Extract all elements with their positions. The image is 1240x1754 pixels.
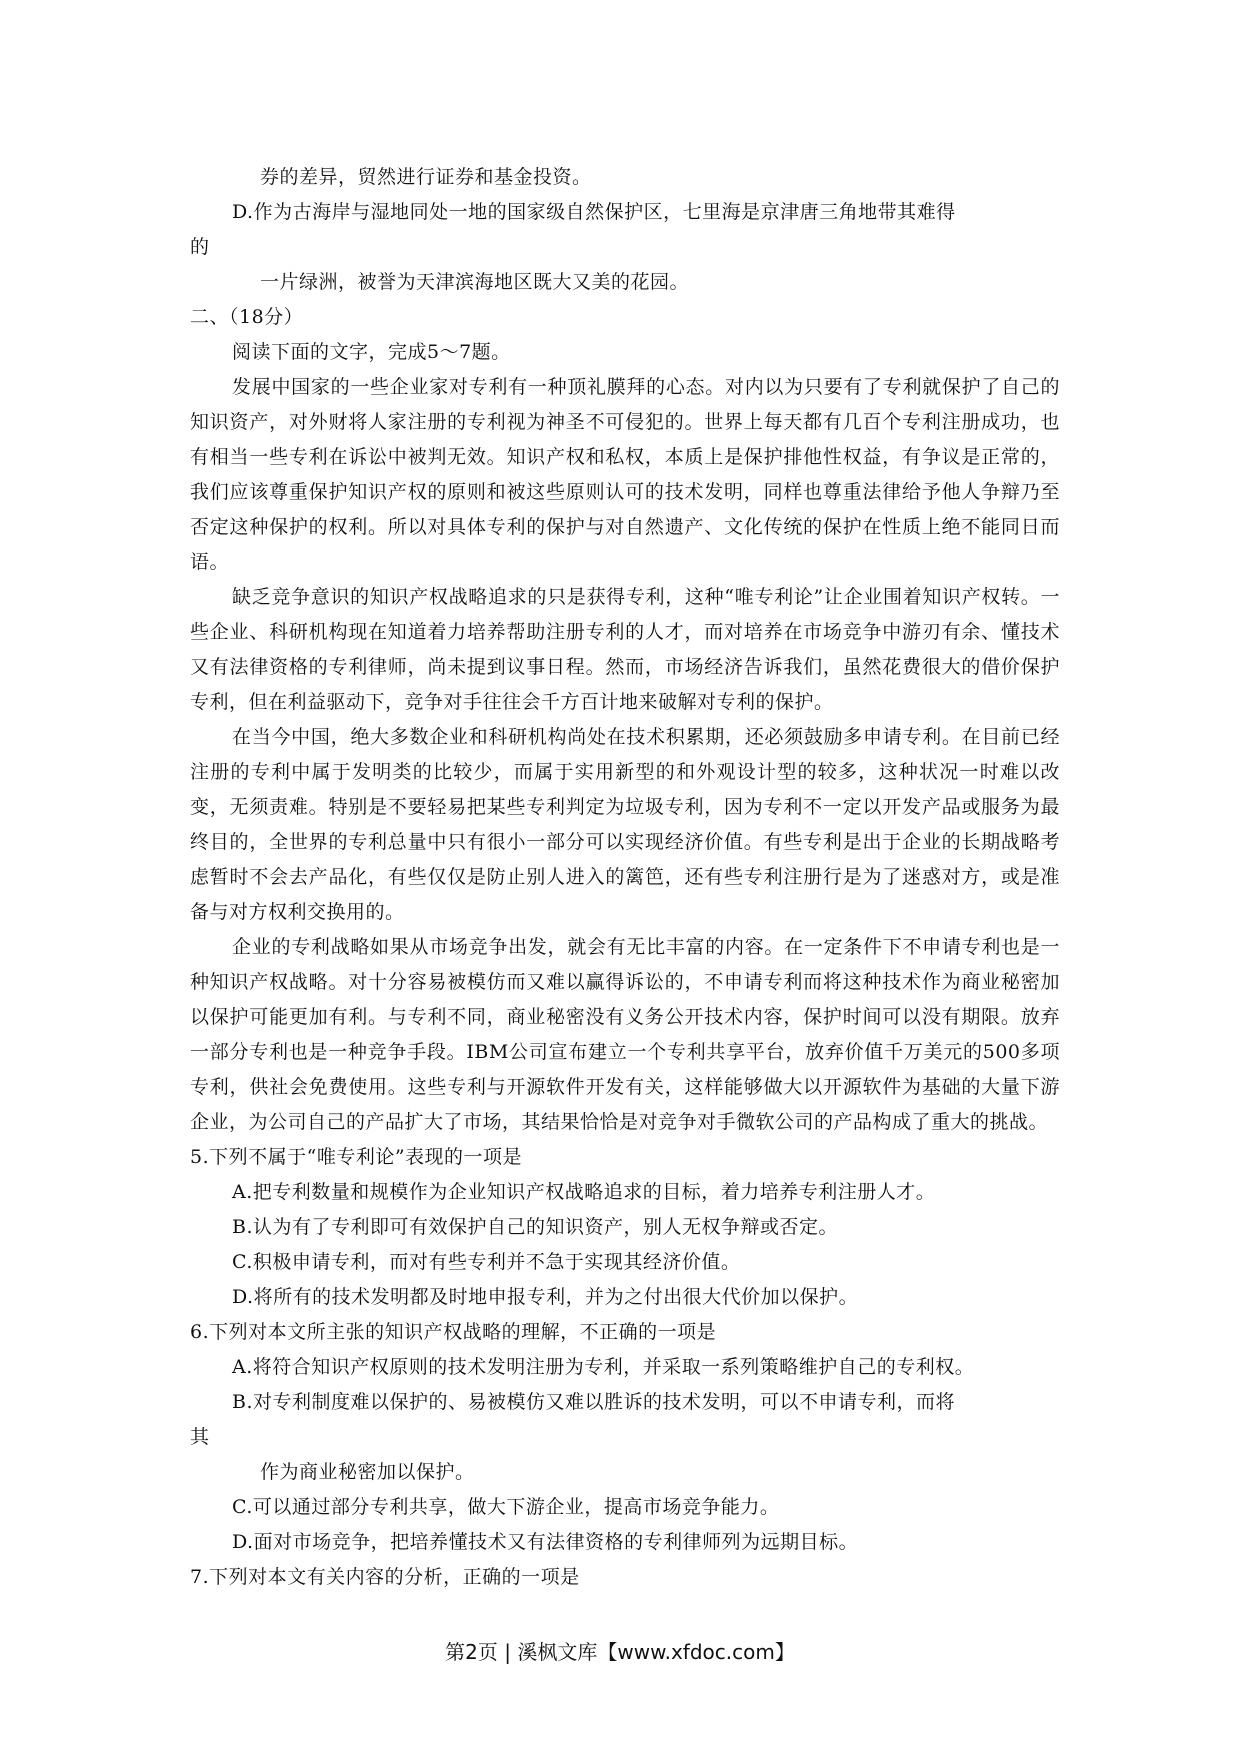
question-6-option-a: A.将符合知识产权原则的技术发明注册为专利，并采取一系列策略维护自己的专利权。 <box>232 1356 975 1378</box>
passage-paragraph: 发展中国家的一些企业家对专利有一种顶礼膜拜的心态。对内以为只要有了专利就保护了自己的知识资产，对外财将人家注册的专利视为神圣不可侵犯的。世界上每天都有几百个专利注册成功，也有相当一些专利在诉讼中被判无效。知识产权和私权，本质上是保护排他性权益，有争议是正常的，我们应该尊重保护知识产权的原则和被这些原则认可的技术发明，同样也尊重法律给予他人争辩乃至否定这种保护的权利。所以对具体专利的保护与对自然遗产、文化传统的保护在性质上绝不能同日而语。 <box>190 376 1060 573</box>
question-6-option-d: D.面对市场竞争，把培养懂技术又有法律资格的专利律师列为远期目标。 <box>232 1531 859 1553</box>
question-5-stem: 5.下列不属于“唯专利论”表现的一项是 <box>190 1146 523 1168</box>
question-5-option-b: B.认为有了专利即可有效保护自己的知识资产，别人无权争辩或否定。 <box>232 1216 839 1238</box>
passage-paragraph: 缺乏竞争意识的知识产权战略追求的只是获得专利，这种“唯专利论”让企业围着知识产权转。一些企业、科研机构现在知道着力培养帮助注册专利的人才，而对培养在市场竞争中游刃有余、懂技术又有法律资格的专利律师，尚未提到议事日程。然而，市场经济告诉我们，虽然花费很大的借价保护专利，但在利益驱动下，竞争对手往往会千方百计地来破解对专利的保护。 <box>190 586 1060 713</box>
question-6-stem: 6.下列对本文所主张的知识产权战略的理解，不正确的一项是 <box>190 1321 717 1343</box>
passage-paragraph: 企业的专利战略如果从市场竞争出发，就会有无比丰富的内容。在一定条件下不申请专利也是一种知识产权战略。对十分容易被模仿而又难以赢得诉讼的，不申请专利而将这种技术作为商业秘密加以保护可能更加有利。与专利不同，商业秘密没有义务公开技术内容，保护时间可以没有期限。放弃一部分专利也是一种竞争手段。IBM公司宣布建立一个专利共享平台，放弃价值千万美元的500多项专利，供社会免费使用。这些专利与开源软件开发有关，这样能够做大以开源软件为基础的大量下游企业，为公司自己的产品扩大了市场，其结果恰恰是对竞争对手微软公司的产品构成了重大的挑战。 <box>190 936 1060 1133</box>
option-c-continuation: 券的差异，贸然进行证券和基金投资。 <box>260 166 592 188</box>
question-6-option-b-wrap: 其 <box>190 1426 210 1448</box>
option-d-wrap: 的 <box>190 236 210 258</box>
page-footer: 第2页 | 溪枫文库【www.xfdoc.com】 <box>445 1640 795 1664</box>
document-body <box>190 160 1060 1595</box>
question-5-option-a: A.把专利数量和规模作为企业知识产权战略追求的目标，着力培养专利注册人才。 <box>232 1181 936 1203</box>
question-6-option-b: B.对专利制度难以保护的、易被模仿又难以胜诉的技术发明，可以不申请专利，而将 <box>232 1391 956 1413</box>
question-7-stem: 7.下列对本文有关内容的分析，正确的一项是 <box>190 1566 580 1588</box>
question-5-option-c: C.积极申请专利，而对有些专利并不急于实现其经济价值。 <box>232 1251 741 1273</box>
question-5-option-d: D.将所有的技术发明都及时地申报专利，并为之付出很大代价加以保护。 <box>232 1286 859 1308</box>
passage-paragraph: 在当今中国，绝大多数企业和科研机构尚处在技术积累期，还必须鼓励多申请专利。在目前已经注册的专利中属于发明类的比较少，而属于实用新型的和外观设计型的较多，这种状况一时难以改变，无须责难。特别是不要轻易把某些专利判定为垃圾专利，因为专利不一定以开发产品或服务为最终目的，全世界的专利总量中只有很小一部分可以实现经济价值。有些专利是出于企业的长期战略考虑暂时不会去产品化，有些仅仅是防止别人进入的篱笆，还有些专利注册行是为了迷惑对方，或是准备与对方权利交换用的。 <box>190 726 1060 923</box>
option-d-continuation: 一片绿洲，被誉为天津滨海地区既大又美的花园。 <box>260 271 690 293</box>
section-heading: 二、（18分） <box>190 306 304 328</box>
option-d: D.作为古海岸与湿地同处一地的国家级自然保护区，七里海是京津唐三角地带其难得 <box>232 201 956 223</box>
section-instruction: 阅读下面的文字，完成5～7题。 <box>232 341 511 363</box>
question-6-option-c: C.可以通过部分专利共享，做大下游企业，提高市场竞争能力。 <box>232 1496 780 1518</box>
question-6-option-b-continuation: 作为商业秘密加以保护。 <box>260 1461 475 1483</box>
